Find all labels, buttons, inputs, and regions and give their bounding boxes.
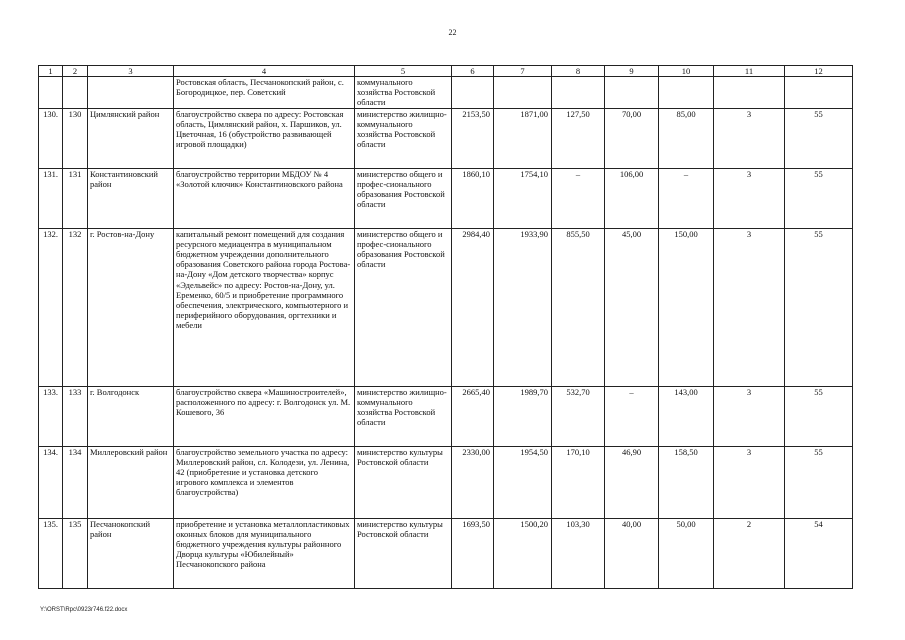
value-col-9: 45,00 bbox=[605, 228, 659, 386]
header-cell: 8 bbox=[552, 66, 605, 77]
value-col-10: 143,00 bbox=[659, 386, 714, 446]
object-description: капитальный ремонт помещений для создания ресурсного медиацентра в муниципальном бюджетном учреждении дополнительного образования Советского района города Ростова-на-Дону «Дом детского творчества» корпус «Эдельвейс» по адресу: Ростов-на-Дону, ул. Еременко, 60/5 и приобретение программного обеспечения, электрического, компьютерного и периферийного оборудования, оргтехники и мебели bbox=[174, 228, 355, 386]
table-row bbox=[39, 518, 853, 588]
row-number: 134. bbox=[39, 446, 63, 518]
value-col-9: 40,00 bbox=[605, 518, 659, 588]
responsible-ministry: министерство жилищно-коммунального хозяйства Ростовской области bbox=[355, 108, 452, 168]
table-row bbox=[39, 228, 853, 386]
table-cell bbox=[452, 77, 494, 109]
value-col-6: 2984,40 bbox=[452, 228, 494, 386]
value-col-7: 1989,70 bbox=[494, 386, 552, 446]
table-cell bbox=[605, 77, 659, 109]
table-cell bbox=[494, 77, 552, 109]
table-row bbox=[39, 386, 853, 446]
table-cell bbox=[785, 77, 853, 109]
header-cell: 4 bbox=[174, 66, 355, 77]
value-col-6: 2330,00 bbox=[452, 446, 494, 518]
header-cell: 2 bbox=[63, 66, 88, 77]
row-index: 130 bbox=[63, 108, 88, 168]
header-cell: 5 bbox=[355, 66, 452, 77]
row-index: 132 bbox=[63, 228, 88, 386]
value-col-9: 46,90 bbox=[605, 446, 659, 518]
value-col-12: 55 bbox=[785, 108, 853, 168]
district-name: Константиновский район bbox=[88, 168, 174, 228]
value-col-11: 3 bbox=[714, 386, 785, 446]
table-cell bbox=[552, 77, 605, 109]
header-cell: 9 bbox=[605, 66, 659, 77]
row-index: 131 bbox=[63, 168, 88, 228]
responsible-ministry: министерство жилищно-коммунального хозяйства Ростовской области bbox=[355, 386, 452, 446]
header-cell: 11 bbox=[714, 66, 785, 77]
row-index: 134 bbox=[63, 446, 88, 518]
project-table bbox=[38, 65, 853, 589]
header-cell: 1 bbox=[39, 66, 63, 77]
value-col-6: 1693,50 bbox=[452, 518, 494, 588]
district-name: Цимлянский район bbox=[88, 108, 174, 168]
value-col-8: 170,10 bbox=[552, 446, 605, 518]
table-row bbox=[39, 446, 853, 518]
value-col-9: 106,00 bbox=[605, 168, 659, 228]
header-cell: 6 bbox=[452, 66, 494, 77]
district-name: г. Волгодонск bbox=[88, 386, 174, 446]
value-col-12: 54 bbox=[785, 518, 853, 588]
object-description: Ростовская область, Песчанокопский район, с. Богородицкое, пер. Советский bbox=[174, 77, 355, 109]
value-col-7: 1954,50 bbox=[494, 446, 552, 518]
header-cell: 10 bbox=[659, 66, 714, 77]
table-body bbox=[39, 108, 853, 588]
responsible-ministry: министерство общего и профес-сионального образования Ростовской области bbox=[355, 168, 452, 228]
row-number: 130. bbox=[39, 108, 63, 168]
object-description: приобретение и установка металлопластиковых оконных блоков для муниципального бюджетного учреждения культуры районного Дворца культуры «Юбилейный» Песчанокопского района bbox=[174, 518, 355, 588]
value-col-6: 2153,50 bbox=[452, 108, 494, 168]
row-index: 135 bbox=[63, 518, 88, 588]
value-col-7: 1871,00 bbox=[494, 108, 552, 168]
value-col-11: 3 bbox=[714, 168, 785, 228]
object-description: благоустройство территории МБДОУ № 4 «Золотой ключик» Константиновского района bbox=[174, 168, 355, 228]
object-description: благоустройство земельного участка по адресу: Миллеровский район, сл. Колодези, ул. Ленина, 42 (приобретение и установка детского игрового комплекса и элементов благоустройства) bbox=[174, 446, 355, 518]
header-cell: 7 bbox=[494, 66, 552, 77]
value-col-6: 2665,40 bbox=[452, 386, 494, 446]
value-col-9: – bbox=[605, 386, 659, 446]
row-number: 132. bbox=[39, 228, 63, 386]
value-col-9: 70,00 bbox=[605, 108, 659, 168]
value-col-7: 1754,10 bbox=[494, 168, 552, 228]
value-col-11: 2 bbox=[714, 518, 785, 588]
responsible-ministry: министерство культуры Ростовской области bbox=[355, 518, 452, 588]
continuation-row bbox=[39, 77, 853, 109]
row-number: 135. bbox=[39, 518, 63, 588]
object-description: благоустройство сквера по адресу: Ростовская область, Цимлянский район, х. Паршиков, ул. Цветочная, 16 (обустройство развивающей игровой площадки) bbox=[174, 108, 355, 168]
value-col-10: 150,00 bbox=[659, 228, 714, 386]
value-col-12: 55 bbox=[785, 168, 853, 228]
district-name: г. Ростов-на-Дону bbox=[88, 228, 174, 386]
value-col-11: 3 bbox=[714, 108, 785, 168]
responsible-ministry: министерство общего и профес-сионального образования Ростовской области bbox=[355, 228, 452, 386]
responsible-ministry: коммунального хозяйства Ростовской области bbox=[355, 77, 452, 109]
value-col-8: 532,70 bbox=[552, 386, 605, 446]
row-number: 133. bbox=[39, 386, 63, 446]
row-number: 131. bbox=[39, 168, 63, 228]
value-col-11: 3 bbox=[714, 228, 785, 386]
header-cell: 12 bbox=[785, 66, 853, 77]
value-col-10: 158,50 bbox=[659, 446, 714, 518]
table-cell bbox=[659, 77, 714, 109]
value-col-7: 1933,90 bbox=[494, 228, 552, 386]
page-number: 22 bbox=[448, 28, 457, 37]
value-col-12: 55 bbox=[785, 386, 853, 446]
value-col-6: 1860,10 bbox=[452, 168, 494, 228]
table-row bbox=[39, 168, 853, 228]
value-col-11: 3 bbox=[714, 446, 785, 518]
header-row bbox=[39, 66, 853, 77]
value-col-7: 1500,20 bbox=[494, 518, 552, 588]
table-cell bbox=[63, 77, 88, 109]
value-col-10: 50,00 bbox=[659, 518, 714, 588]
value-col-12: 55 bbox=[785, 446, 853, 518]
value-col-8: 855,50 bbox=[552, 228, 605, 386]
district-name: Миллеровский район bbox=[88, 446, 174, 518]
table-cell bbox=[88, 77, 174, 109]
value-col-12: 55 bbox=[785, 228, 853, 386]
responsible-ministry: министерство культуры Ростовской области bbox=[355, 446, 452, 518]
header-cell: 3 bbox=[88, 66, 174, 77]
object-description: благоустройство сквера «Машиностроителей», расположенного по адресу: г. Волгодонск ул. М. Кошевого, 36 bbox=[174, 386, 355, 446]
table-cell bbox=[39, 77, 63, 109]
table-row bbox=[39, 108, 853, 168]
row-index: 133 bbox=[63, 386, 88, 446]
district-name: Песчанокопский район bbox=[88, 518, 174, 588]
table-cell bbox=[714, 77, 785, 109]
value-col-10: 85,00 bbox=[659, 108, 714, 168]
file-path-footer: Y:\ORST\Rpc\0923r746.f22.docx bbox=[40, 607, 128, 613]
value-col-8: – bbox=[552, 168, 605, 228]
value-col-8: 127,50 bbox=[552, 108, 605, 168]
value-col-8: 103,30 bbox=[552, 518, 605, 588]
value-col-10: – bbox=[659, 168, 714, 228]
